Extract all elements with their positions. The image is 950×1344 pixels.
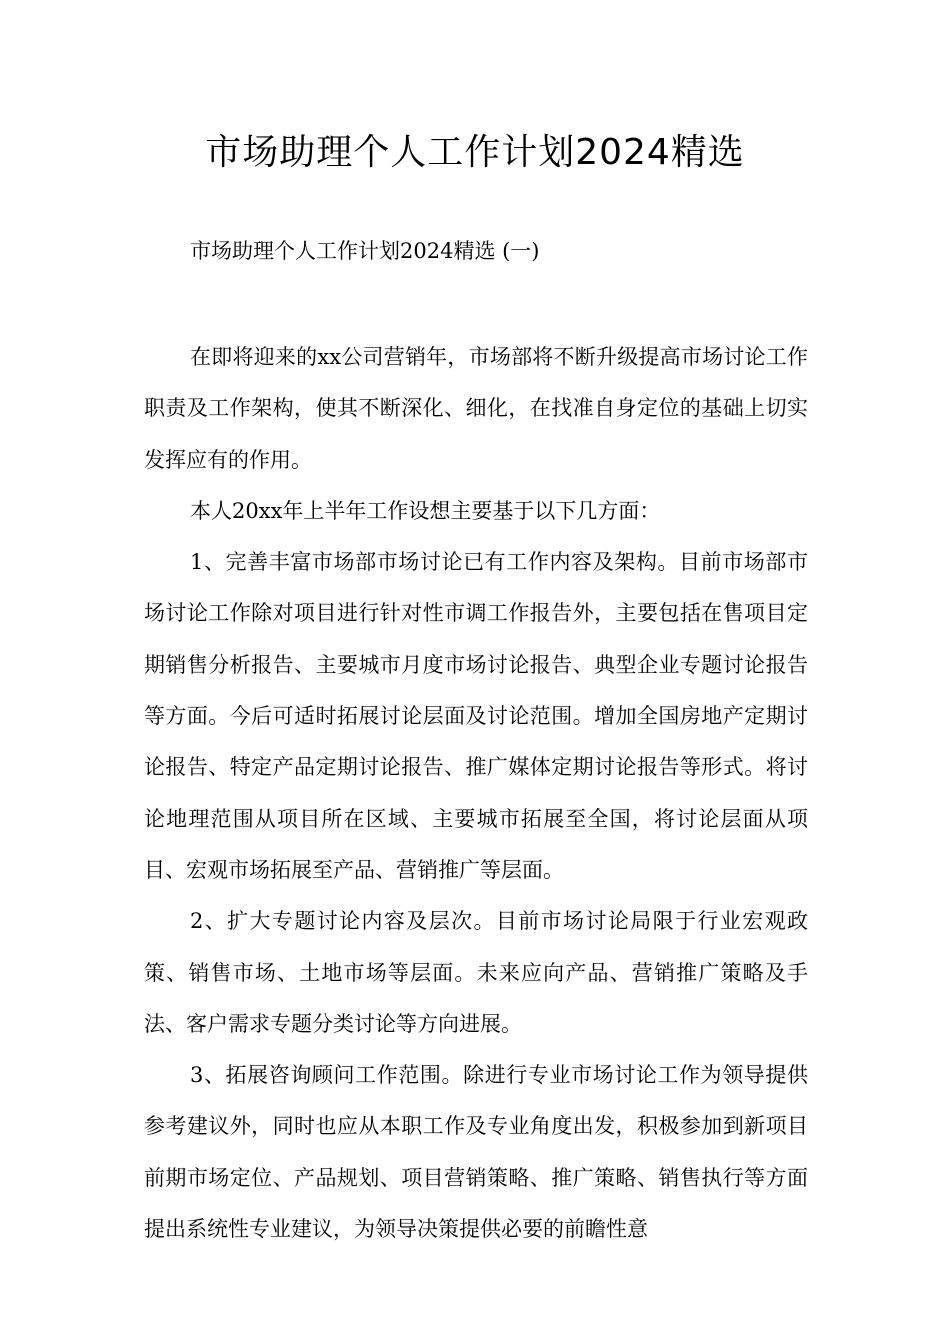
paragraph-overview: 本人20xx年上半年工作设想主要基于以下几方面： <box>190 498 661 523</box>
paragraph-item-2: 2、扩大专题讨论内容及层次。目前市场讨论局限于行业宏观政策、销售市场、土地市场等层面。未来应向产品、营销推广策略及手法、客户需求专题分类讨论等方向进展。 <box>144 909 808 1036</box>
paragraph-item-3: 3、拓展咨询顾问工作范围。除进行专业市场讨论工作为领导提供参考建议外，同时也应从本职工作及专业角度出发，积极参加到新项目前期市场定位、产品规划、项目营销策略、推广策略、销售执行等方面提出系统性专业建议，为领导决策提供必要的前瞻性意 <box>144 1063 808 1242</box>
document-subtitle: 市场助理个人工作计划2024精选 (一) <box>190 239 540 263</box>
document-title: 市场助理个人工作计划2024精选 <box>205 132 745 173</box>
paragraph-item-1: 1、完善丰富市场部市场讨论已有工作内容及架构。目前市场部市场讨论工作除对项目进行针对性市调工作报告外，主要包括在售项目定期销售分析报告、主要城市月度市场讨论报告、典型企业专题讨论报告等方面。今后可适时拓展讨论层面及讨论范围。增加全国房地产定期讨论报告、特定产品定期讨论报告、推广媒体定期讨论报告等形式。将讨论地理范围从项目所在区域、主要城市拓展至全国，将讨论层面从项目、宏观市场拓展至产品、营销推广等层面。 <box>144 550 808 882</box>
document-body <box>144 332 808 1255</box>
paragraph-intro: 在即将迎来的xx公司营销年，市场部将不断升级提高市场讨论工作职责及工作架构，使其不断深化、细化，在找准自身定位的基础上切实发挥应有的作用。 <box>144 345 808 472</box>
